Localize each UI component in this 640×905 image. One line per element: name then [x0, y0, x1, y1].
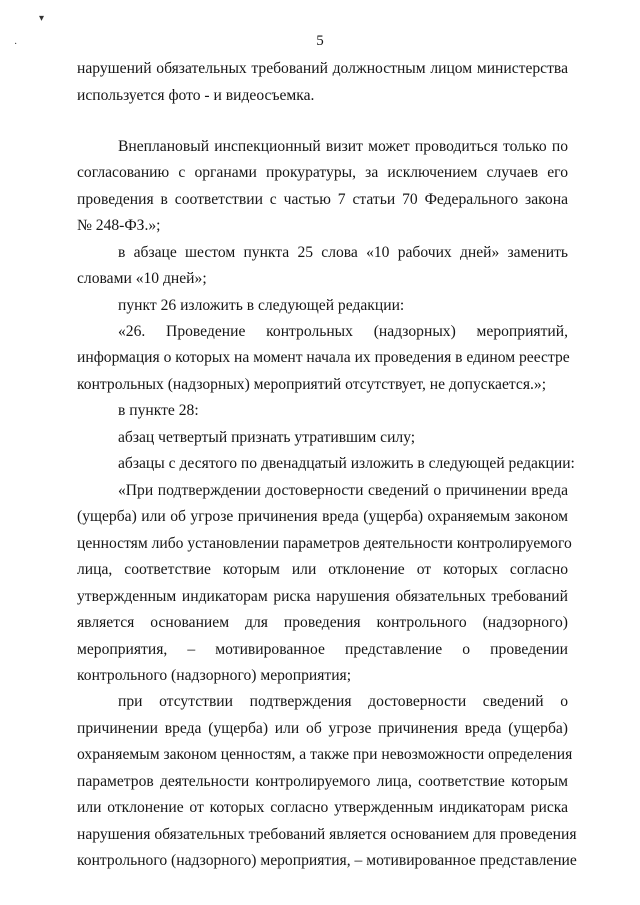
- text-line: нарушений обязательных требований должностным лицом министерства: [77, 60, 568, 77]
- text-line: ценностям либо установлении параметров деятельности контролируемого: [77, 535, 572, 552]
- text-line: словами «10 дней»;: [77, 270, 207, 287]
- text-line: абзацы с десятого по двенадцатый изложить в следующей редакции:: [118, 455, 575, 472]
- text-line: при отсутствии подтверждения достоверности сведений о: [118, 693, 568, 710]
- scan-mark-top: ▾: [39, 13, 45, 24]
- page-number: 5: [316, 33, 324, 49]
- text-line: лица, соответствие которым или отклонение от которых согласно: [77, 561, 568, 578]
- text-line: в абзаце шестом пункта 25 слова «10 рабочих дней» заменить: [118, 244, 568, 261]
- text-line: информация о которых на момент начала их проведения в едином реестре: [77, 349, 570, 366]
- text-line: контрольных (надзорных) мероприятий отсутствует, не допускается.»;: [77, 376, 547, 393]
- text-line: или отклонение от которых согласно утвержденным индикаторам риска: [77, 799, 568, 816]
- text-line: утвержденным индикаторам риска нарушения обязательных требований: [77, 588, 568, 605]
- text-line: пункт 26 изложить в следующей редакции:: [118, 297, 405, 314]
- text-line: согласованию с органами прокуратуры, за исключением случаев его: [77, 164, 568, 181]
- text-line: абзац четвертый признать утратившим силу;: [118, 429, 416, 446]
- text-line: контрольного (надзорного) мероприятия, – мотивированное представление: [77, 852, 577, 869]
- text-line: «При подтверждении достоверности сведений о причинении вреда: [118, 482, 568, 499]
- text-line: Внеплановый инспекционный визит может проводиться только по: [118, 138, 568, 155]
- text-line: используется фото - и видеосъемка.: [77, 87, 315, 104]
- text-line: нарушения обязательных требований является основанием для проведения: [77, 826, 577, 843]
- text-line: охраняемым законом ценностям, а также при невозможности определения: [77, 746, 573, 763]
- text-line: является основанием для проведения контрольного (надзорного): [77, 614, 568, 631]
- text-line: в пункте 28:: [118, 402, 199, 419]
- text-line: «26. Проведение контрольных (надзорных) мероприятий,: [118, 323, 568, 340]
- text-line: контрольного (надзорного) мероприятия;: [77, 667, 352, 684]
- text-line: параметров деятельности контролируемого лица, соответствие которым: [77, 773, 568, 790]
- text-line: № 248-ФЗ.»;: [77, 217, 161, 234]
- text-line: мероприятия, – мотивированное представление о проведении: [77, 641, 568, 658]
- text-line: причинении вреда (ущерба) или об угрозе причинения вреда (ущерба): [77, 720, 568, 737]
- scan-mark-left: ·: [14, 39, 18, 50]
- text-line: (ущерба) или об угрозе причинения вреда (ущерба) охраняемым законом: [77, 508, 568, 525]
- text-line: проведения в соответствии с частью 7 статьи 70 Федерального закона: [77, 191, 568, 208]
